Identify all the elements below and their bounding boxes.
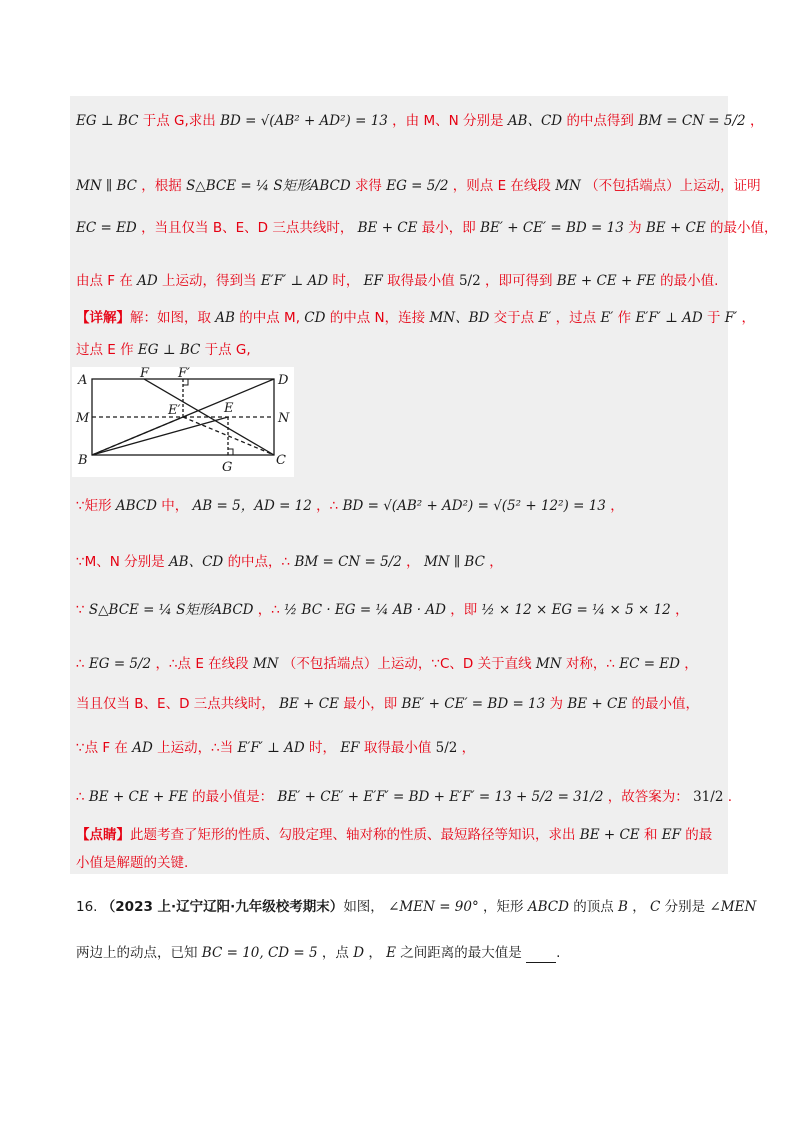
comment-line-1: 【点睛】此题考查了矩形的性质、勾股定理、轴对称的性质、最短路径等知识，求出 BE + CE 和 EF 的最 bbox=[76, 827, 713, 843]
label-ep: E′ bbox=[168, 403, 181, 418]
label-fp: F′ bbox=[178, 367, 190, 381]
detail-line-9: ∴ BE + CE + FE 的最小值是： BE′ + CE′ + E′F′ = BD + E′F′ = 13 + 5/2 = 31/2 ，故答案为： 31/2 . bbox=[76, 789, 733, 805]
analysis-line-2: MN ∥ BC ，根据 S△BCE = ¼ S矩形ABCD 求得 EG = 5/2 ，则点 E 在线段 MN （不包括端点）上运动，证明 bbox=[76, 178, 761, 194]
label-c: C bbox=[276, 453, 286, 468]
label-b: B bbox=[78, 453, 88, 468]
analysis-line-4: 由点 F 在 AD 上运动，得到当 E′F′ ⊥ AD 时， EF 取得最小值 5/2 ，即可得到 BE + CE + FE 的最小值. bbox=[76, 273, 719, 289]
question-16-line-1: 16. （2023 上·辽宁辽阳·九年级校考期末）如图， ∠MEN = 90° ，矩形 ABCD 的顶点 B ， C 分别是 ∠MEN bbox=[76, 899, 757, 915]
detail-line-3: ∵矩形 ABCD 中， AB = 5，AD = 12 ，∴ BD = √(AB² + AD²) = √(5² + 12²) = 13 ， bbox=[76, 498, 624, 514]
label-f: F bbox=[140, 367, 150, 381]
label-g: G bbox=[222, 460, 233, 475]
rectangle-figure-svg bbox=[72, 367, 294, 477]
question-16-line-2: 两边上的动点，已知 BC = 10, CD = 5 ，点 D ， E 之间距离的最大值是 . bbox=[76, 945, 561, 961]
label-n: N bbox=[278, 411, 290, 426]
comment-line-2: 小值是解题的关键. bbox=[76, 855, 189, 871]
detail-line-2: 过点 E 作 EG ⊥ BC 于点 G, bbox=[76, 342, 251, 358]
analysis-line-1: EG ⊥ BC 于点 G,求出 BD = √(AB² + AD²) = 13 ，由 M、N 分别是 AB、CD 的中点得到 BM = CN = 5/2 ， bbox=[76, 113, 764, 129]
answer-blank[interactable] bbox=[526, 948, 556, 963]
segment-be bbox=[92, 417, 228, 455]
right-angle-mark-g bbox=[228, 449, 233, 455]
label-d: D bbox=[278, 373, 289, 388]
detail-line-1: 【详解】解：如图，取 AB 的中点 M, CD 的中点 N，连接 MN、BD 交于点 E′ ，过点 E′ 作 E′F′ ⊥ AD 于 F′ ， bbox=[76, 310, 755, 326]
label-m: M bbox=[76, 411, 90, 426]
geometry-figure bbox=[72, 367, 294, 477]
analysis-line-3: EC = ED ，当且仅当 B、E、D 三点共线时， BE + CE 最小，即 BE′ + CE′ = BD = 13 为 BE + CE 的最小值， bbox=[76, 220, 778, 236]
detail-line-4: ∵M、N 分别是 AB、CD 的中点，∴ BM = CN = 5/2 ， MN ∥ BC ， bbox=[76, 554, 503, 570]
detail-line-7: 当且仅当 B、E、D 三点共线时， BE + CE 最小，即 BE′ + CE′ = BD = 13 为 BE + CE 的最小值， bbox=[76, 696, 699, 712]
detail-line-6: ∴ EG = 5/2 ，∴点 E 在线段 MN （不包括端点）上运动，∵C、D 关于直线 MN 对称，∴ EC = ED ， bbox=[76, 656, 698, 672]
detail-line-8: ∵点 F 在 AD 上运动，∴当 E′F′ ⊥ AD 时， EF 取得最小值 5/2 ， bbox=[76, 740, 476, 756]
detail-line-5: ∵ S△BCE = ¼ S矩形ABCD ，∴ ½ BC · EG = ¼ AB · AD ，即 ½ × 12 × EG = ¼ × 5 × 12 ， bbox=[76, 602, 689, 618]
label-a: A bbox=[78, 373, 88, 388]
label-e: E bbox=[224, 401, 234, 416]
